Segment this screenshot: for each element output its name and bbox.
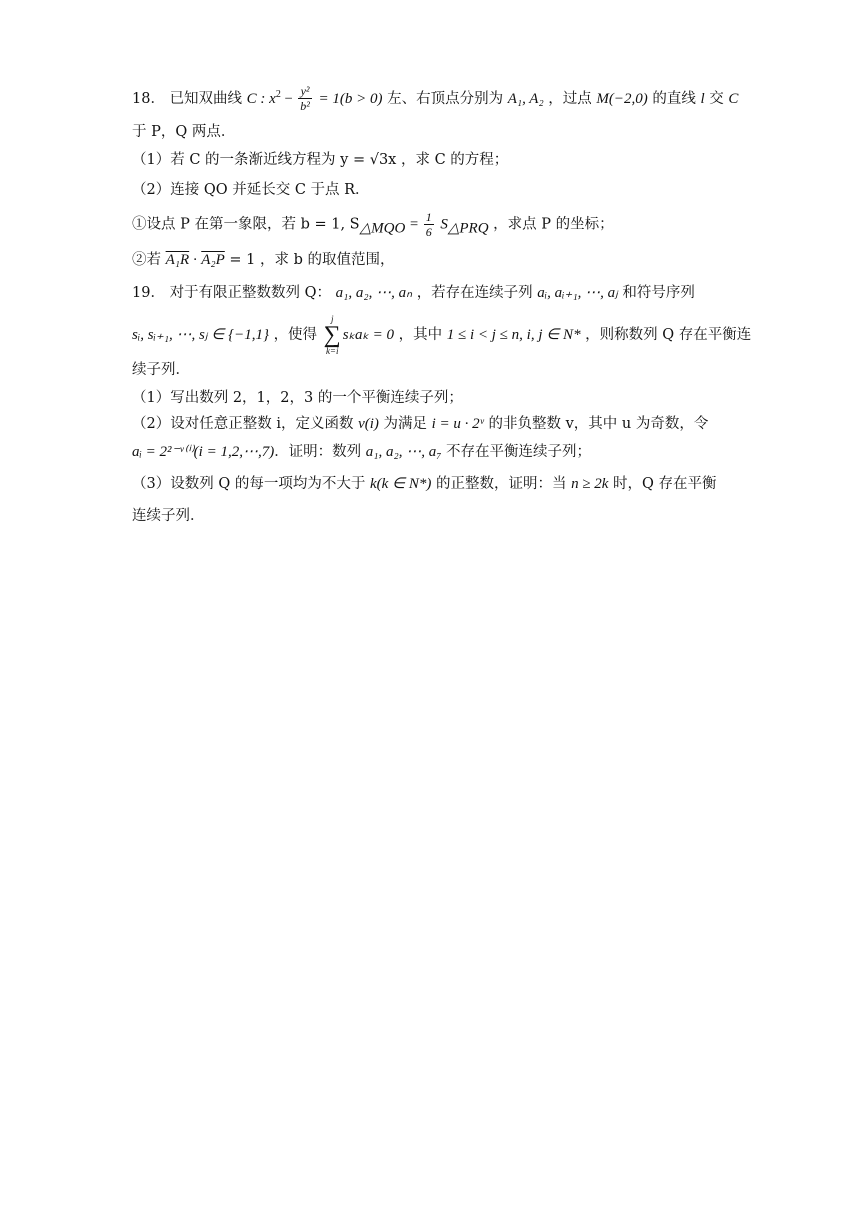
q18-vector-a1r: A₁R: [165, 252, 190, 268]
q18-part-2a-frac-num: 1: [425, 210, 432, 224]
q18-curve-c: C: [728, 90, 739, 107]
q19-number: 19．: [132, 285, 165, 301]
q18-frac-num: y²: [298, 84, 312, 99]
q18-line-l: l: [700, 90, 705, 107]
q19-sum-symbol: j ∑ k=i: [323, 314, 341, 356]
q19-sum-bottom: k=i: [325, 346, 339, 356]
q18-frac-den: b²: [300, 99, 310, 114]
q18-eq-fraction: [298, 84, 312, 113]
q19-text-such-that: ，使得: [273, 327, 318, 343]
q18-vertices: A₁, A₂: [507, 90, 544, 107]
q19-part-2-line-2: [132, 442, 591, 462]
q18-part-2b: [132, 250, 395, 270]
q19-part-1: （1）写出数列 2，1，2，3 的一个平衡连续子列；: [132, 390, 463, 406]
q19-text-where: ，其中: [398, 327, 443, 343]
q19-part-2-b: 为满足: [378, 416, 432, 432]
q18-dot: ·: [189, 252, 202, 268]
q19-text-c: 和符号序列: [622, 285, 695, 301]
q18-part-2b-post: = 1 ，求 b 的取值范围，: [229, 252, 395, 268]
q18-part-2: （2）连接 QO 并延长交 C 于点 R．: [132, 182, 370, 198]
q19-part-3-k: k(k ∈ N*): [369, 476, 432, 492]
q19-subsequence: aᵢ, aᵢ₊₁, ⋯, aⱼ: [537, 285, 618, 301]
q19-part-2-line-1: [132, 414, 708, 434]
q18-text-b: 左、右顶点分别为: [387, 90, 504, 107]
q19-sum-top: j: [330, 314, 334, 324]
q18-part-2a-sub1: △MQO: [359, 220, 406, 237]
q18-part-2a-pre: ①设点 P 在第一象限，若 b = 1, S: [132, 216, 360, 233]
q18-part-2b-pre: ②若: [132, 252, 161, 268]
q19-line-1: [132, 283, 695, 303]
q18-part-2a-sub2: △PRQ: [447, 220, 489, 237]
q19-part-2-c: 的非负整数 v，其中 u 为奇数，令: [483, 416, 709, 432]
q18-part-2a-frac-den: 6: [425, 225, 432, 239]
q19-part-2-prove: ．证明：数列: [274, 444, 366, 460]
q18-eq-right: = 1(b > 0): [318, 90, 383, 107]
q18-part-2a-s: S: [440, 216, 448, 233]
q19-line-3: 续子列．: [132, 362, 190, 378]
q19-text-then: ，则称数列 Q 存在平衡连: [585, 327, 752, 343]
q18-eq-left: C : x: [246, 90, 276, 107]
q18-line-2: 于 P，Q 两点．: [132, 124, 236, 140]
q19-part-2-ai-eq: aᵢ = 2²⁻ᵛ⁽ⁱ⁾(i = 1,2,⋯,7): [132, 444, 275, 460]
q18-part-2a-fraction: [424, 210, 434, 239]
q19-part-3-cond: n ≥ 2k: [571, 476, 609, 492]
q19-text-b: ，若存在连续子列: [416, 285, 533, 301]
q19-text-a: 对于有限正整数数列 Q：: [169, 285, 332, 301]
q18-text-c: ，过点: [548, 90, 592, 107]
q18-part-1: （1）若 C 的一条渐近线方程为 y = √3x ，求 C 的方程；: [132, 152, 509, 168]
q19-part-2-seq: a₁, a₂, ⋯, a₇: [365, 444, 442, 460]
q18-vector-a2p: A₂P: [201, 252, 225, 268]
q19-sum-body: sₖaₖ = 0: [342, 327, 395, 343]
q19-part-2-a: （2）设对任意正整数 i，定义函数: [132, 416, 359, 432]
q18-number: 18．: [132, 90, 165, 107]
q19-sequence: a₁, a₂, ⋯, aₙ: [335, 285, 413, 301]
q19-signs: sᵢ, sᵢ₊₁, ⋯, sⱼ ∈ {−1,1}: [132, 327, 269, 343]
q18-part-2a-post: ，求点 P 的坐标；: [493, 216, 614, 233]
q19-part-3-line-2: 连续子列．: [132, 508, 205, 524]
q19-part-2-fn: v(i): [358, 416, 379, 432]
q18-text-d: 的直线: [652, 90, 696, 107]
q19-part-3-c: 时，Q 存在平衡: [608, 476, 717, 492]
q18-line-1: 18． 已知双曲线 C : $x^2$ − $\frac{\text{y²}}{\text{b²}}$ = 1(b > 0) 左、右顶点分别为 A₁, A₂ ，过点 M(−2,0) 的直线 l 交 C: [132, 84, 739, 114]
q18-text-a: 已知双曲线: [169, 90, 243, 107]
q18-text-e: 交: [709, 90, 724, 107]
q19-condition: 1 ≤ i < j ≤ n, i, j ∈ N*: [446, 327, 581, 343]
q18-point-m: M(−2,0): [596, 90, 648, 107]
q19-part-3-b: 的正整数，证明：当: [431, 476, 572, 492]
q18-part-2a: ①设点 P 在第一象限，若 b = 1, $S_{\triangle MQO}$ = $\frac{1}{6}$ $S_{\triangle PRQ}$ ，求点 P 的坐标；: [132, 210, 614, 239]
q19-part-3-a: （3）设数列 Q 的每一项均为不大于: [132, 476, 370, 492]
q19-line-2: [132, 314, 751, 356]
q19-part-2-end: 不存在平衡连续子列；: [441, 444, 592, 460]
q19-part-2-eq: i = u · 2ᵛ: [431, 416, 484, 432]
q19-part-3-line-1: [132, 474, 717, 494]
